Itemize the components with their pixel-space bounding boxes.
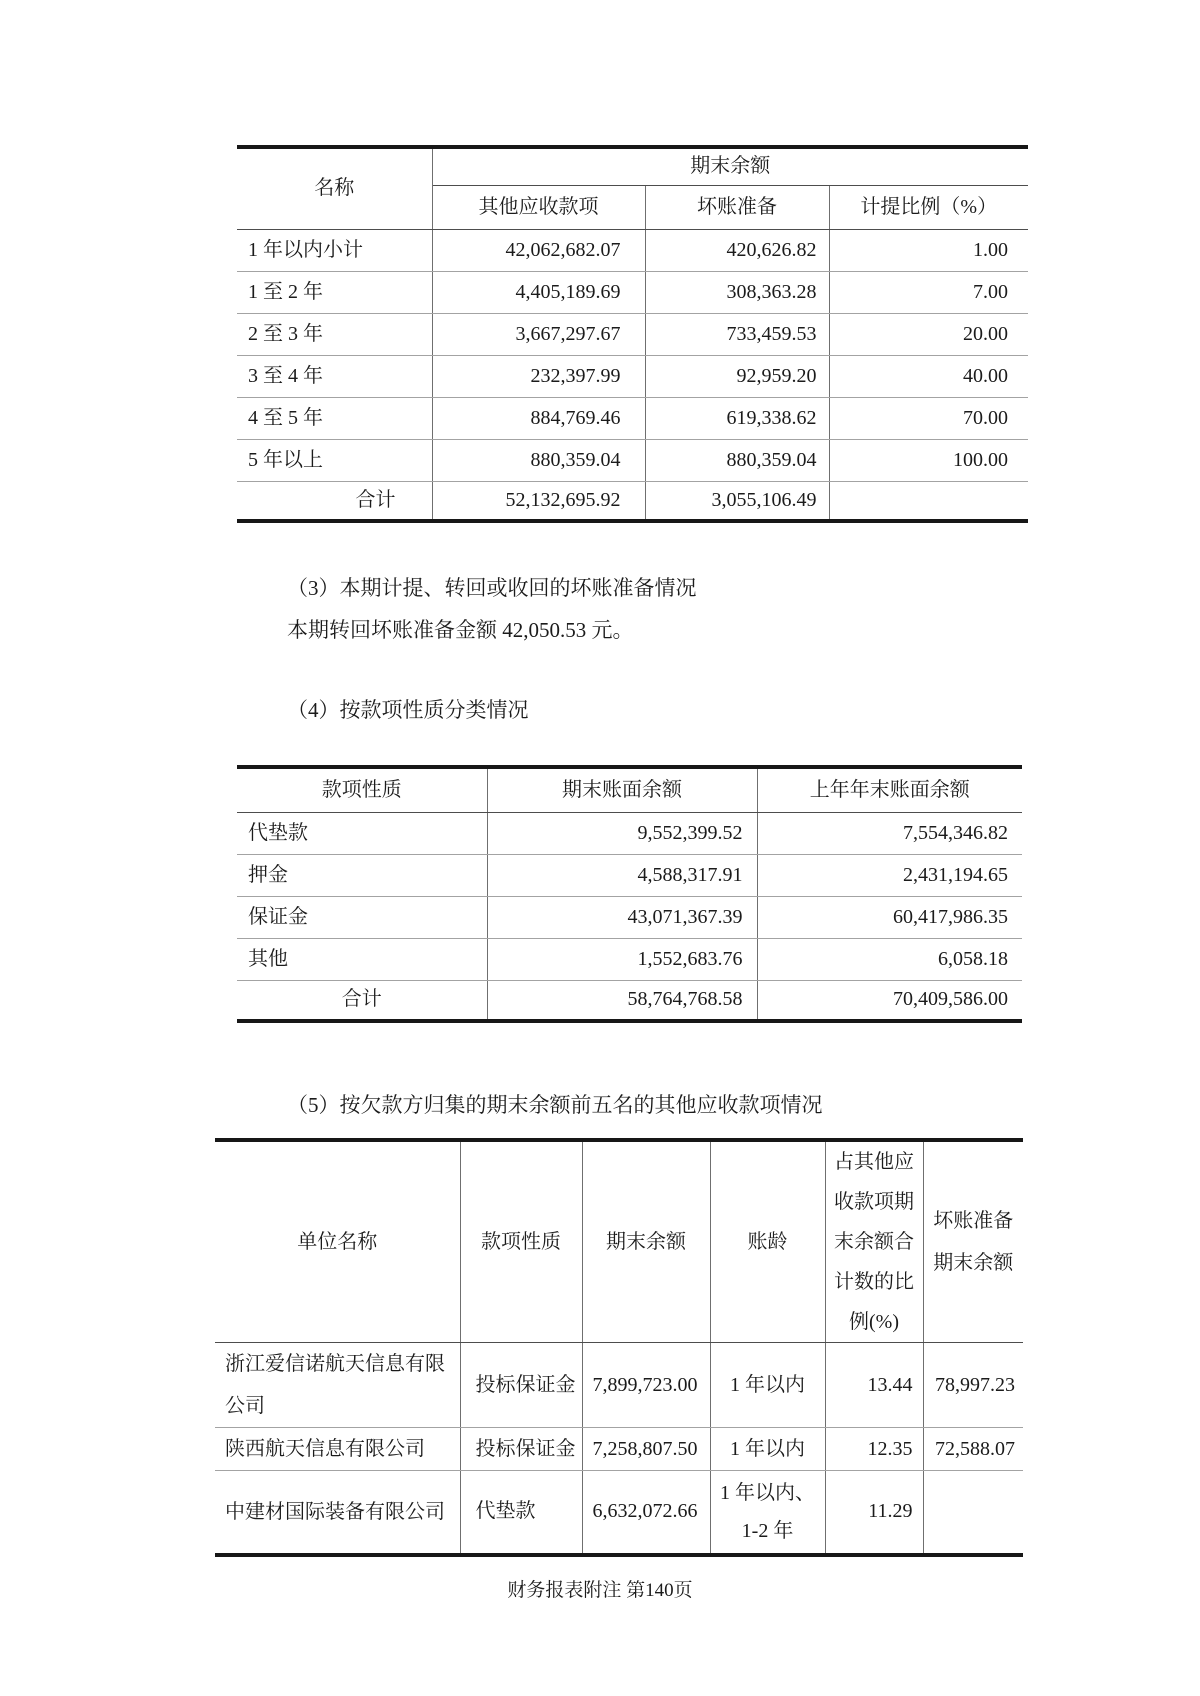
page-footer: 财务报表附注 第140页 bbox=[507, 1580, 693, 1601]
nature-col-ending: 期末账面余额 bbox=[487, 767, 757, 812]
top5-row-age: 1 年以内 bbox=[710, 1343, 825, 1428]
aging-row-receivable: 232,397.99 bbox=[432, 355, 645, 397]
table-row bbox=[237, 854, 1022, 896]
nature-row-label: 押金 bbox=[237, 854, 487, 896]
section-4-heading: （4）按款项性质分类情况 bbox=[287, 698, 529, 722]
nature-total-prior: 70,409,586.00 bbox=[893, 988, 1008, 1011]
aging-row-ratio: 7.00 bbox=[829, 271, 1028, 313]
top5-row-company: 中建材国际装备有限公司 bbox=[215, 1471, 460, 1555]
aging-row-name: 1 至 2 年 bbox=[237, 271, 432, 313]
nature-row-prior: 7,554,346.82 bbox=[757, 812, 1022, 854]
nature-row-prior: 2,431,194.65 bbox=[757, 854, 1022, 896]
aging-row-ratio: 20.00 bbox=[829, 313, 1028, 355]
aging-row-provision: 92,959.20 bbox=[645, 355, 829, 397]
top5-col-provision: 坏账准备期末余额 bbox=[923, 1140, 1023, 1343]
top5-col-age: 账龄 bbox=[710, 1140, 825, 1343]
aging-row-name: 2 至 3 年 bbox=[237, 313, 432, 355]
aging-header-row-1 bbox=[237, 147, 1028, 185]
aging-row-name: 4 至 5 年 bbox=[237, 397, 432, 439]
top5-row-ratio: 11.29 bbox=[825, 1471, 923, 1555]
table-row bbox=[215, 1343, 1023, 1428]
nature-row-label: 保证金 bbox=[237, 896, 487, 938]
nature-row-label: 其他 bbox=[237, 938, 487, 980]
nature-table bbox=[237, 765, 1022, 1023]
aging-row-ratio: 100.00 bbox=[829, 439, 1028, 481]
top5-row-amount: 6,632,072.66 bbox=[582, 1471, 710, 1555]
section-3 bbox=[287, 567, 697, 651]
top5-col-ratio: 占其他应收款项期末余额合计数的比例(%) bbox=[825, 1140, 923, 1343]
aging-row-provision: 308,363.28 bbox=[645, 271, 829, 313]
aging-row-provision: 880,359.04 bbox=[645, 439, 829, 481]
table-row bbox=[237, 938, 1022, 980]
aging-row-provision: 420,626.82 bbox=[645, 229, 829, 271]
top5-row-age: 1 年以内 bbox=[710, 1428, 825, 1471]
top5-row-provision bbox=[923, 1471, 1023, 1555]
aging-col-ratio: 计提比例（%） bbox=[829, 185, 1028, 229]
aging-total-receivable: 52,132,695.92 bbox=[432, 481, 645, 521]
table-row bbox=[237, 355, 1028, 397]
table-row bbox=[237, 229, 1028, 271]
top5-row-ratio: 12.35 bbox=[825, 1428, 923, 1471]
top5-row-amount: 7,899,723.00 bbox=[582, 1343, 710, 1428]
nature-total-ending: 58,764,768.58 bbox=[487, 980, 757, 1021]
top5-table bbox=[215, 1138, 1023, 1557]
aging-row-receivable: 42,062,682.07 bbox=[432, 229, 645, 271]
table-row bbox=[237, 896, 1022, 938]
aging-row-receivable: 884,769.46 bbox=[432, 397, 645, 439]
nature-col-prior: 上年年末账面余额 bbox=[757, 767, 1022, 812]
aging-row-name: 1 年以内小计 bbox=[237, 229, 432, 271]
nature-col-nature: 款项性质 bbox=[237, 767, 487, 812]
top5-row-provision: 78,997.23 bbox=[923, 1343, 1023, 1428]
aging-row-ratio: 40.00 bbox=[829, 355, 1028, 397]
nature-total-row bbox=[237, 980, 1022, 1021]
aging-col-provision: 坏账准备 bbox=[645, 185, 829, 229]
top5-row-nature: 代垫款 bbox=[460, 1471, 582, 1555]
nature-total-label: 合计 bbox=[237, 980, 487, 1021]
aging-row-receivable: 880,359.04 bbox=[432, 439, 645, 481]
table-row bbox=[215, 1428, 1023, 1471]
nature-row-ending: 1,552,683.76 bbox=[487, 938, 757, 980]
top5-row-company: 陕西航天信息有限公司 bbox=[215, 1428, 460, 1471]
aging-total-provision: 3,055,106.49 bbox=[645, 481, 829, 521]
top5-row-nature: 投标保证金 bbox=[460, 1428, 582, 1471]
nature-row-label: 代垫款 bbox=[237, 812, 487, 854]
aging-row-provision: 733,459.53 bbox=[645, 313, 829, 355]
aging-row-ratio: 1.00 bbox=[829, 229, 1028, 271]
aging-row-receivable: 3,667,297.67 bbox=[432, 313, 645, 355]
nature-row-ending: 9,552,399.52 bbox=[487, 812, 757, 854]
table-row bbox=[237, 313, 1028, 355]
aging-col-name: 名称 bbox=[237, 147, 432, 229]
top5-col-amount: 期末余额 bbox=[582, 1140, 710, 1343]
table-row bbox=[215, 1471, 1023, 1555]
aging-total-ratio bbox=[829, 481, 1028, 521]
top5-row-ratio: 13.44 bbox=[825, 1343, 923, 1428]
table-row bbox=[237, 439, 1028, 481]
section-5-heading: （5）按欠款方归集的期末余额前五名的其他应收款项情况 bbox=[287, 1093, 823, 1117]
top5-header-row bbox=[215, 1140, 1023, 1343]
table-row bbox=[237, 397, 1028, 439]
top5-row-company: 浙江爱信诺航天信息有限公司 bbox=[215, 1343, 460, 1428]
aging-total-row bbox=[237, 481, 1028, 521]
top5-row-nature: 投标保证金 bbox=[460, 1343, 582, 1428]
top5-row-amount: 7,258,807.50 bbox=[582, 1428, 710, 1471]
nature-row-prior: 6,058.18 bbox=[757, 938, 1022, 980]
top5-row-provision: 72,588.07 bbox=[923, 1428, 1023, 1471]
aging-row-name: 3 至 4 年 bbox=[237, 355, 432, 397]
nature-header-row bbox=[237, 767, 1022, 812]
nature-row-ending: 43,071,367.39 bbox=[487, 896, 757, 938]
top5-col-nature: 款项性质 bbox=[460, 1140, 582, 1343]
aging-row-provision: 619,338.62 bbox=[645, 397, 829, 439]
table-row bbox=[237, 271, 1028, 313]
table-row bbox=[237, 812, 1022, 854]
aging-table bbox=[237, 145, 1028, 523]
aging-row-receivable: 4,405,189.69 bbox=[432, 271, 645, 313]
top5-row-age: 1 年以内、1-2 年 bbox=[710, 1471, 825, 1555]
aging-group-header: 期末余额 bbox=[432, 147, 1028, 185]
section-3-text: 本期转回坏账准备金额 42,050.53 元。 bbox=[287, 618, 634, 642]
nature-row-prior: 60,417,986.35 bbox=[757, 896, 1022, 938]
aging-total-label: 合计 bbox=[237, 481, 432, 521]
aging-row-name: 5 年以上 bbox=[237, 439, 432, 481]
nature-row-ending: 4,588,317.91 bbox=[487, 854, 757, 896]
section-3-heading: （3）本期计提、转回或收回的坏账准备情况 bbox=[287, 576, 697, 600]
aging-row-ratio: 70.00 bbox=[829, 397, 1028, 439]
top5-col-company: 单位名称 bbox=[215, 1140, 460, 1343]
aging-col-receivable: 其他应收款项 bbox=[432, 185, 645, 229]
